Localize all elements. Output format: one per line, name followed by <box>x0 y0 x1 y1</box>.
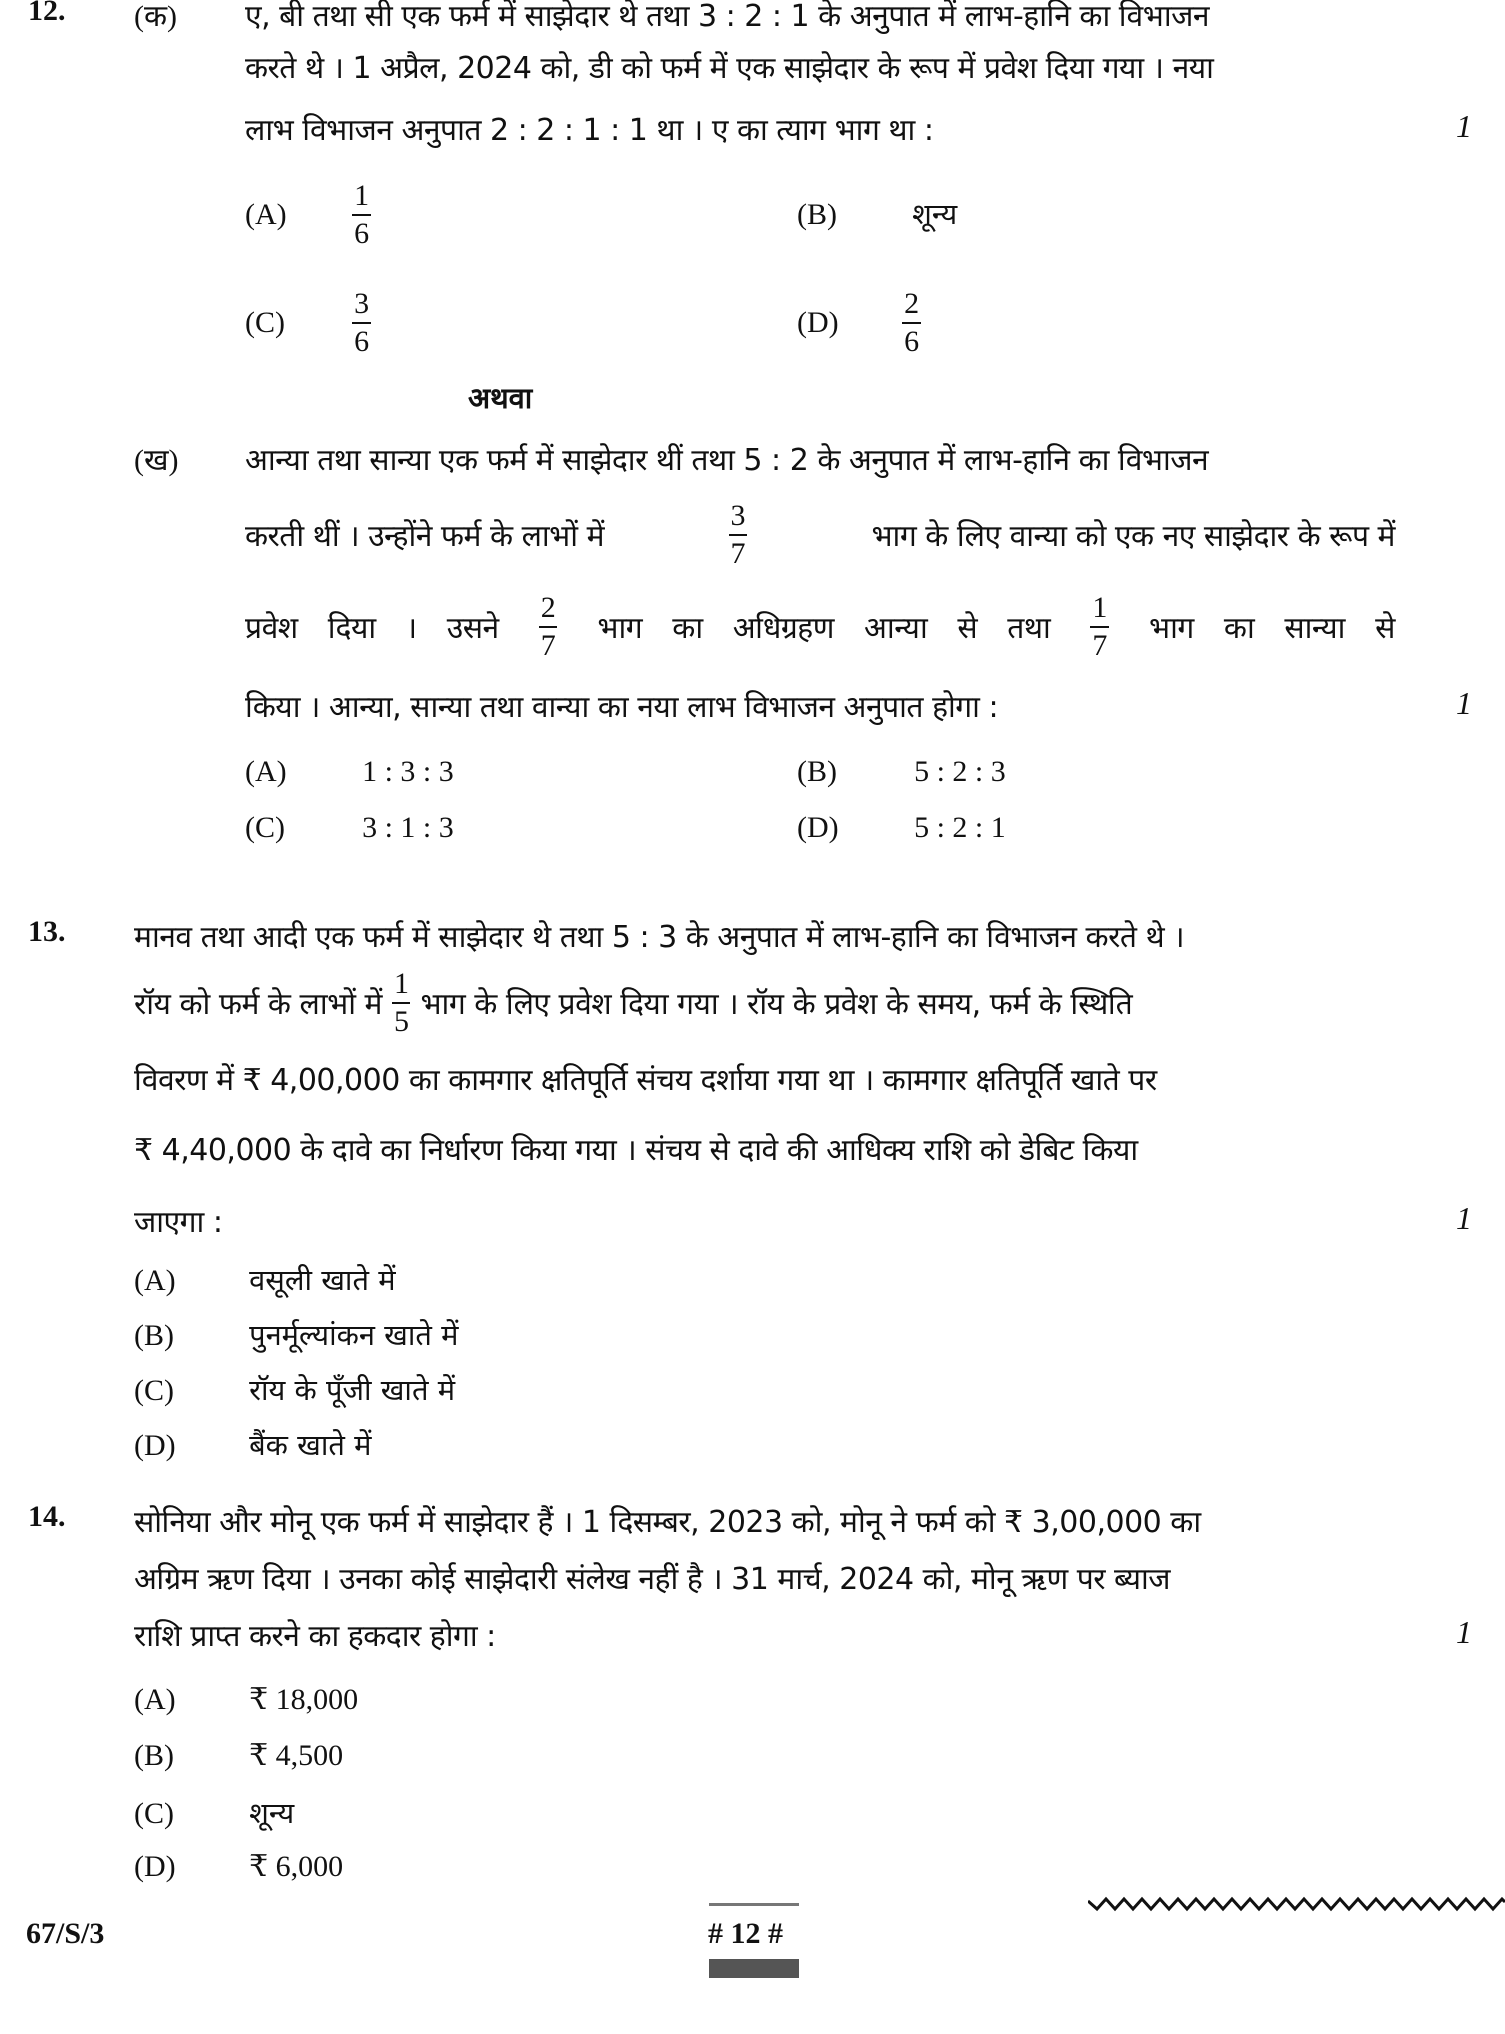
word: का <box>672 611 703 646</box>
option-label: (B) <box>134 1319 174 1352</box>
question-text-line <box>134 1058 1157 1099</box>
option-value: रॉय के पूँजी खाते में <box>249 1373 456 1407</box>
word: आन्या <box>864 611 928 646</box>
question-text-line <box>134 1200 222 1241</box>
word: तथा <box>1007 611 1051 646</box>
or-separator: अथवा <box>468 381 533 415</box>
question-number: 13. <box>28 915 66 948</box>
sub-question-label: (ख) <box>134 444 179 477</box>
question-text-line <box>134 1614 496 1655</box>
question-text: मानव तथा आदी एक फर्म में साझेदार थे तथा 5 : 3 के अनुपात में लाभ-हानि का विभाजन करते थे । <box>134 920 1185 955</box>
question-text: करते थे । 1 अप्रैल, 2024 को, डी को फर्म में एक साझेदार के रूप में प्रवेश दिया गया । नया <box>245 51 1214 86</box>
marks: 1 <box>1456 1614 1472 1650</box>
word: से <box>1375 611 1395 646</box>
sub-question-label: (क) <box>134 0 178 33</box>
question-number: 14. <box>28 1500 66 1533</box>
option-c[interactable] <box>134 1793 294 1832</box>
word: से <box>957 611 978 646</box>
page-number-rule <box>709 1903 799 1906</box>
option-value: शून्य <box>912 197 958 231</box>
option-label: (A) <box>245 755 287 788</box>
option-value: 1 : 3 : 3 <box>362 755 454 788</box>
word: । <box>405 611 417 646</box>
option-a[interactable] <box>245 180 381 249</box>
page-number: # 12 # <box>708 1917 783 1950</box>
word: प्रवेश <box>245 611 298 646</box>
option-value: 5 : 2 : 3 <box>914 755 1006 788</box>
option-value: पुनर्मूल्यांकन खाते में <box>249 1318 459 1352</box>
option-label: (B) <box>134 1739 174 1772</box>
option-label: (A) <box>134 1264 176 1297</box>
question-text: सोनिया और मोनू एक फर्म में साझेदार हैं । 1 दिसम्बर, 2023 को, मोनू ने फर्म को ₹ 3,00,000 का <box>134 1505 1201 1540</box>
option-b[interactable] <box>797 194 957 233</box>
option-value: शून्य <box>249 1796 295 1830</box>
option-c[interactable] <box>245 288 381 357</box>
question-text-line <box>245 685 998 726</box>
question-text: अग्रिम ऋण दिया । उनका कोई साझेदारी संलेख नहीं है । 31 मार्च, 2024 को, मोनू ऋण पर ब्याज <box>134 1562 1171 1597</box>
option-value: बैंक खाते में <box>249 1428 372 1462</box>
option-fraction: $\frac{3}{6}$ <box>354 287 370 358</box>
word: उसने <box>446 611 499 646</box>
option-label: (A) <box>245 197 287 231</box>
question-text-line <box>134 915 1184 956</box>
question-text-line <box>134 1500 1201 1541</box>
fraction: $\frac{1}{5}$ <box>393 967 409 1038</box>
option-d[interactable] <box>797 288 931 357</box>
option-label: (B) <box>797 755 837 788</box>
marks: 1 <box>1456 108 1472 144</box>
question-text: जाएगा : <box>134 1205 223 1240</box>
option-b[interactable] <box>134 1738 343 1773</box>
option-d[interactable] <box>134 1849 343 1884</box>
question-text-line <box>134 968 1394 1037</box>
question-text: आन्या तथा सान्या एक फर्म में साझेदार थीं तथा 5 : 2 के अनुपात में लाभ-हानि का विभाजन <box>245 443 1209 478</box>
word: सान्या <box>1284 611 1345 646</box>
option-value: 3 : 1 : 3 <box>362 811 454 844</box>
marks: 1 <box>1456 1200 1472 1236</box>
word: भाग <box>597 611 643 646</box>
option-value: 5 : 2 : 1 <box>914 811 1006 844</box>
option-value: ₹ 4,500 <box>249 1739 344 1772</box>
question-text-line <box>245 500 1395 569</box>
paper-code: 67/S/3 <box>26 1917 105 1950</box>
word: अधिग्रहण <box>732 611 834 646</box>
question-number: 12. <box>28 0 66 27</box>
option-fraction: $\frac{1}{6}$ <box>354 179 370 250</box>
option-label: (D) <box>134 1850 176 1883</box>
option-label: (C) <box>245 305 285 339</box>
option-c[interactable] <box>134 1370 455 1409</box>
wavy-divider-icon <box>1088 1893 1505 1915</box>
option-value: वसूली खाते में <box>249 1263 396 1297</box>
fraction: $\frac{2}{7}$ <box>540 591 556 662</box>
option-value: ₹ 6,000 <box>249 1850 344 1883</box>
question-text-line <box>245 592 1395 661</box>
question-text: ₹ 4,40,000 के दावे का निर्धारण किया गया । संचय से दावे की आधिक्य राशि को डेबिट किया <box>134 1133 1138 1168</box>
option-b[interactable] <box>797 755 1006 789</box>
fraction: $\frac{3}{7}$ <box>730 499 745 570</box>
question-text: भाग के लिए वान्या को एक नए साझेदार के रूप में <box>871 519 1395 554</box>
question-text-line <box>134 1128 1138 1169</box>
option-label: (B) <box>797 198 837 231</box>
option-a[interactable] <box>245 755 454 789</box>
option-label: (C) <box>134 1374 174 1407</box>
marks: 1 <box>1456 685 1472 721</box>
option-label: (D) <box>797 305 839 339</box>
question-text: भाग के लिए प्रवेश दिया गया । रॉय के प्रवेश के समय, फर्म के स्थिति <box>420 987 1133 1022</box>
option-a[interactable] <box>134 1260 396 1299</box>
word: का <box>1223 611 1255 646</box>
option-label: (D) <box>134 1429 176 1462</box>
fraction: $\frac{1}{7}$ <box>1092 591 1107 662</box>
option-label: (C) <box>134 1797 174 1830</box>
question-text: लाभ विभाजन अनुपात 2 : 2 : 1 : 1 था । ए का त्याग भाग था : <box>245 113 934 148</box>
question-text: ए, बी तथा सी एक फर्म में साझेदार थे तथा 3 : 2 : 1 के अनुपात में लाभ-हानि का विभाजन <box>245 0 1209 34</box>
question-text-line <box>245 438 1208 479</box>
question-text-line <box>245 0 1390 35</box>
option-label: (A) <box>134 1683 176 1716</box>
option-value: ₹ 18,000 <box>249 1683 359 1716</box>
question-text-line <box>134 1557 1170 1598</box>
question-text: करती थीं । उन्होंने फर्म के लाभों में <box>245 519 605 554</box>
question-text: किया । आन्या, सान्या तथा वान्या का नया लाभ विभाजन अनुपात होगा : <box>245 690 999 725</box>
page-bar <box>709 1959 799 1978</box>
option-label: (C) <box>245 811 285 844</box>
option-d[interactable] <box>134 1425 371 1464</box>
question-text-line <box>245 108 933 149</box>
option-fraction: $\frac{2}{6}$ <box>904 287 920 358</box>
word: दिया <box>327 611 376 646</box>
question-text: राशि प्राप्त करने का हकदार होगा : <box>134 1619 496 1654</box>
option-b[interactable] <box>134 1315 459 1354</box>
option-a[interactable] <box>134 1682 358 1717</box>
question-text: रॉय को फर्म के लाभों में <box>134 987 382 1022</box>
question-text-line <box>245 46 1390 87</box>
option-c[interactable] <box>245 811 454 845</box>
word: भाग <box>1149 611 1194 646</box>
option-label: (D) <box>797 811 839 844</box>
option-d[interactable] <box>797 811 1006 845</box>
question-text: विवरण में ₹ 4,00,000 का कामगार क्षतिपूर्ति संचय दर्शाया गया था । कामगार क्षतिपूर्ति खाते पर <box>134 1063 1157 1098</box>
